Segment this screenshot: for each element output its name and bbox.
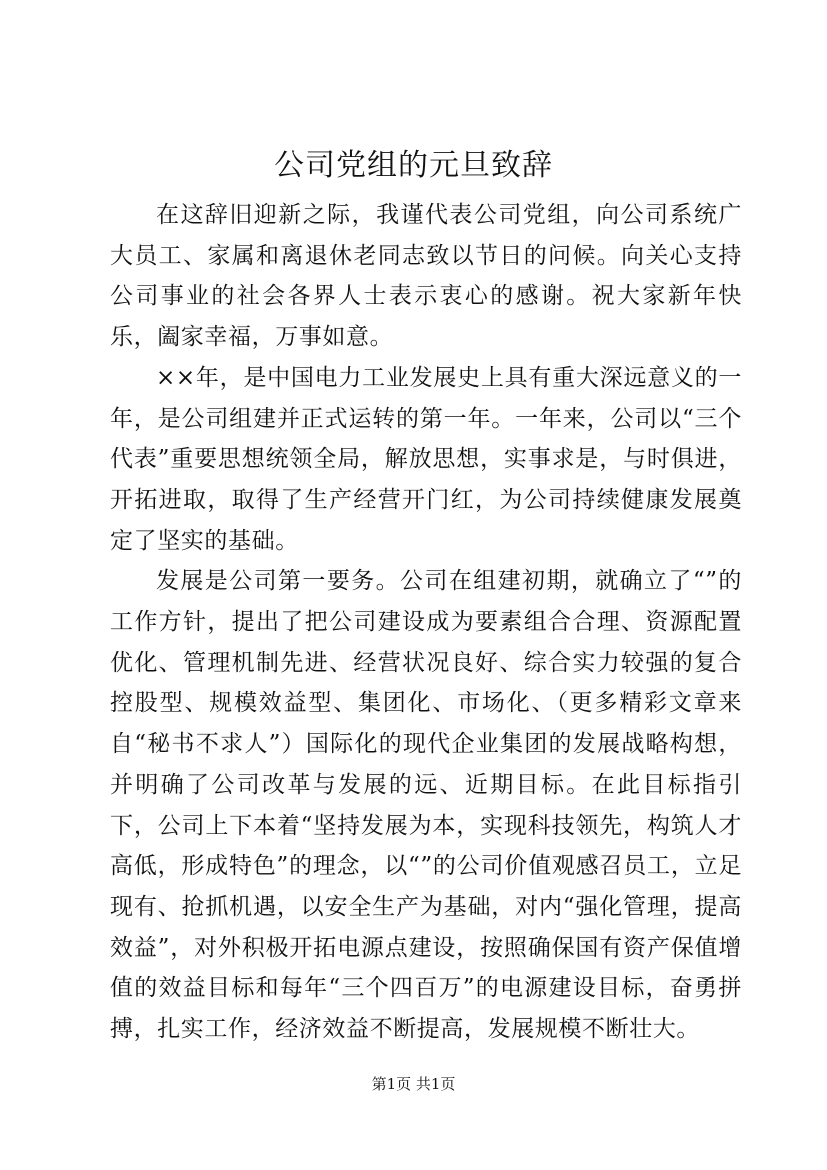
document-title: 公司党组的元旦致辞 [274,148,553,183]
document-body [110,195,742,1050]
paragraph-year-review: ××年，是中国电力工业发展史上具有重大深远意义的一年，是公司组建并正式运转的第一年。一年来，公司以“三个代表”重要思想统领全局，解放思想，实事求是，与时俱进，开拓进取，取得了生产经营开门红，为公司持续健康发展奠定了坚实的基础。 [110,364,742,554]
paragraph-greeting: 在这辞旧迎新之际，我谨代表公司党组，向公司系统广大员工、家属和离退休老同志致以节日的问候。向关心支持公司事业的社会各界人士表示衷心的感谢。祝大家新年快乐，阖家幸福，万事如意。 [110,202,742,351]
page-number-footer: 第1页 共1页 [371,1075,456,1093]
paragraph-development: 发展是公司第一要务。公司在组建初期，就确立了“”的工作方针，提出了把公司建设成为要素组合合理、资源配置优化、管理机制先进、经营状况良好、综合实力较强的复合控股型、规模效益型、集团化、市场化、（更多精彩文章来自“秘书不求人”）国际化的现代企业集团的发展战略构想，并明确了公司改革与发展的远、近期目标。在此目标指引下，公司上下本着“坚持发展为本，实现科技领先，构筑人才高低，形成特色”的理念，以“”的公司价值观感召员工，立足现有、抢抓机遇，以安全生产为基础，对内“强化管理，提高效益”，对外积极开拓电源点建设，按照确保国有资产保值增值的效益目标和每年“三个四百万”的电源建设目标，奋勇拼搏，扎实工作，经济效益不断提高，发展规模不断壮大。 [110,568,742,1043]
